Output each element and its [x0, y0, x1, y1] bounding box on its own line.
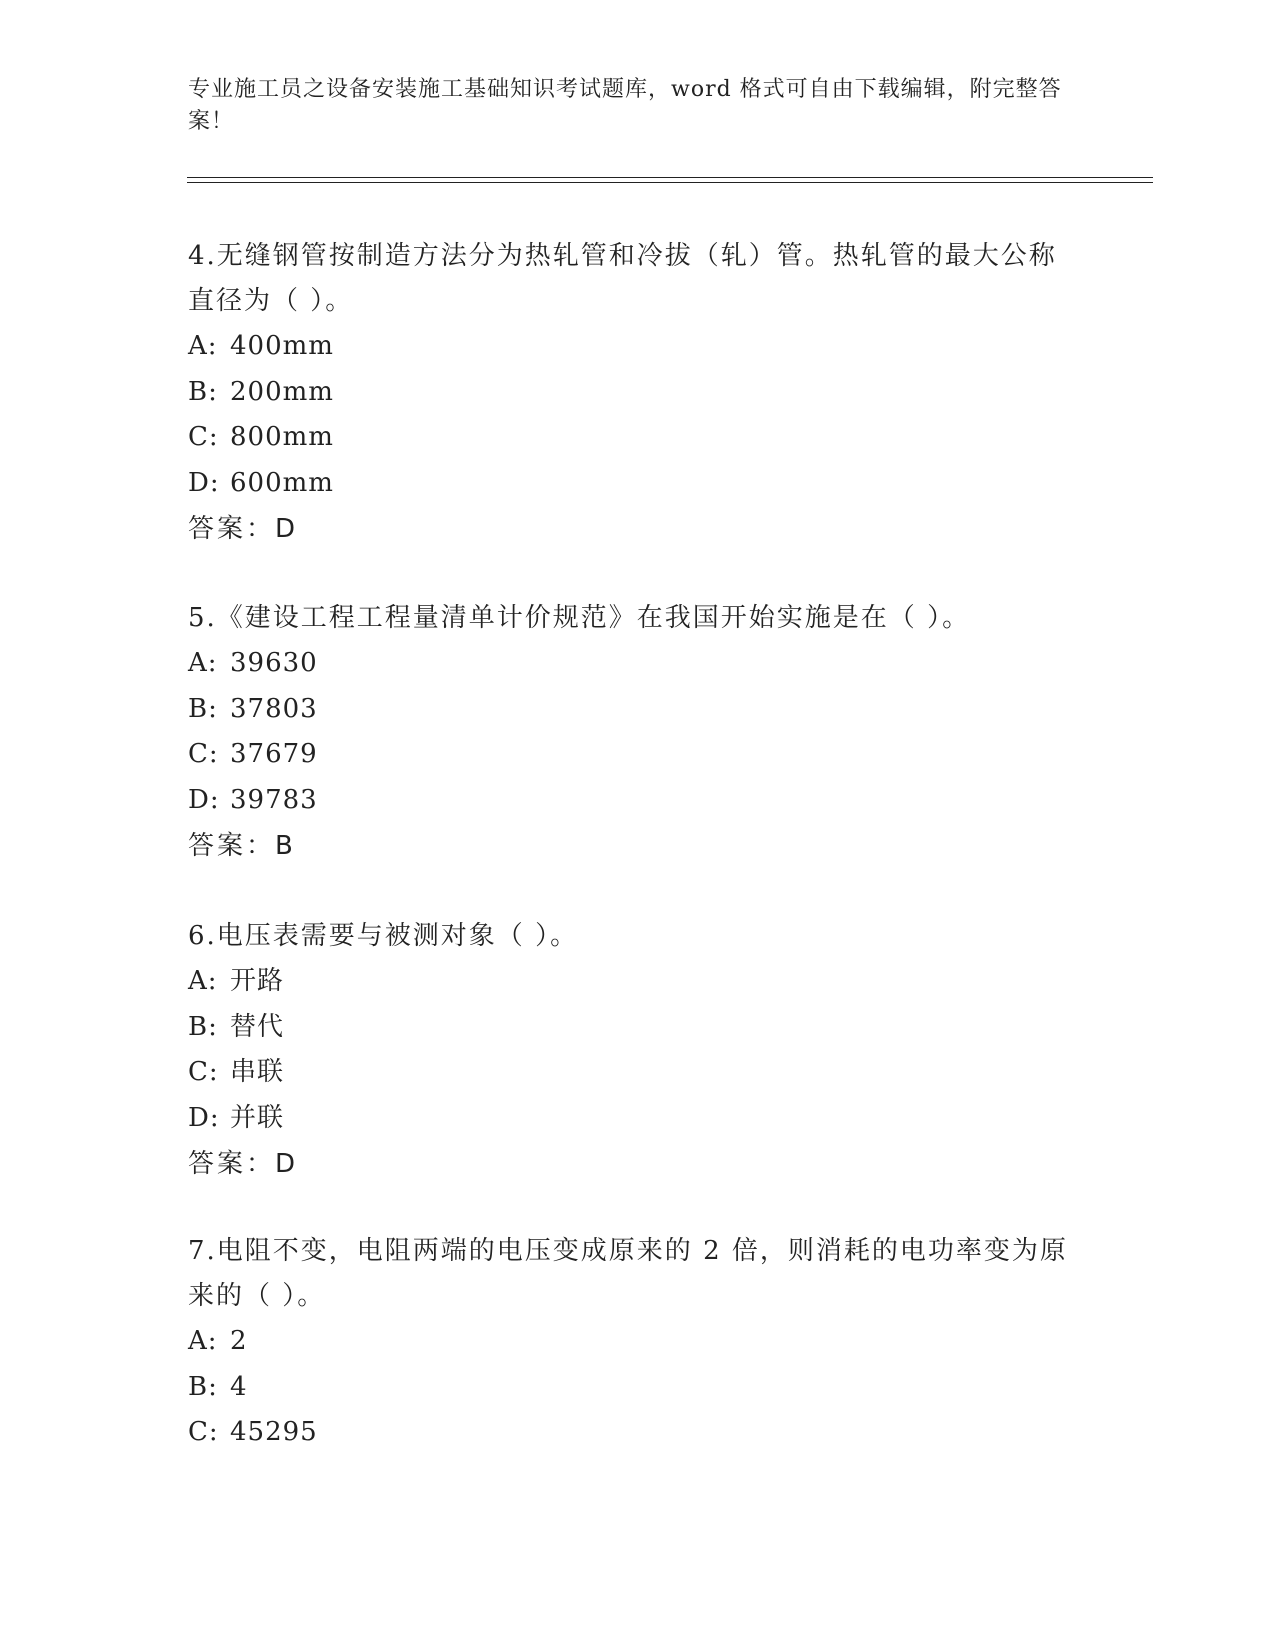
- option-a: [188, 641, 1068, 687]
- answer-label: 答案：: [188, 1149, 276, 1179]
- option-c: [188, 1050, 1068, 1096]
- question-6: [188, 914, 1068, 1187]
- question-stem: 4.无缝钢管按制造方法分为热轧管和冷拔（轧）管。热轧管的最大公称直径为（ ）。: [188, 241, 1057, 316]
- answer-line: [188, 506, 1068, 552]
- answer-label: 答案：: [188, 831, 276, 861]
- option-key: C:: [188, 422, 219, 452]
- question-5: [188, 596, 1068, 869]
- option-key: D:: [188, 1102, 220, 1133]
- option-text: 开路: [230, 966, 285, 996]
- option-key: D:: [188, 467, 220, 498]
- question-stem: 7.电阻不变，电阻两端的电压变成原来的 2 倍，则消耗的电功率变为原来的（ ）。: [188, 1236, 1068, 1311]
- option-d: [188, 778, 1068, 824]
- option-text: 2: [230, 1326, 248, 1356]
- option-text: 4: [230, 1371, 248, 1402]
- option-b: [188, 687, 1068, 733]
- answer-value: D: [275, 514, 297, 544]
- option-key: B:: [188, 1011, 218, 1042]
- option-a: [188, 324, 1068, 370]
- option-text: 800mm: [230, 422, 334, 452]
- option-text: 45295: [230, 1417, 318, 1447]
- option-d: [188, 461, 1068, 507]
- option-key: B:: [188, 376, 218, 407]
- option-text: 600mm: [230, 467, 334, 498]
- option-key: D:: [188, 784, 220, 815]
- option-key: A:: [188, 331, 218, 361]
- option-d: [188, 1096, 1068, 1142]
- option-b: [188, 1365, 1068, 1411]
- header-divider-top: [187, 177, 1153, 178]
- answer-label: 答案：: [188, 514, 276, 544]
- question-7: [188, 1229, 1068, 1456]
- answer-line: [188, 823, 1068, 869]
- option-b: [188, 370, 1068, 416]
- option-key: B:: [188, 693, 218, 724]
- answer-value: B: [275, 831, 294, 861]
- option-key: A:: [188, 966, 218, 996]
- option-key: A:: [188, 648, 218, 678]
- option-text: 200mm: [230, 376, 334, 407]
- option-key: C:: [188, 1417, 219, 1447]
- option-text: 400mm: [230, 331, 334, 361]
- option-b: [188, 1005, 1068, 1051]
- option-text: 串联: [230, 1057, 285, 1087]
- header-divider-bottom: [187, 182, 1153, 183]
- option-a: [188, 959, 1068, 1005]
- option-key: A:: [188, 1326, 218, 1356]
- answer-value: D: [275, 1149, 297, 1179]
- option-c: [188, 1410, 1068, 1456]
- option-text: 39783: [230, 784, 318, 815]
- document-header-title: 专业施工员之设备安装施工基础知识考试题库，word 格式可自由下载编辑，附完整答案！: [188, 77, 1062, 134]
- option-key: C:: [188, 739, 219, 769]
- question-stem: 5.《建设工程工程量清单计价规范》在我国开始实施是在（ ）。: [188, 603, 971, 633]
- option-text: 替代: [230, 1011, 285, 1042]
- option-text: 37679: [230, 739, 318, 769]
- option-key: C:: [188, 1057, 219, 1087]
- option-text: 37803: [230, 693, 318, 724]
- option-a: [188, 1319, 1068, 1365]
- option-text: 39630: [230, 648, 318, 678]
- option-text: 并联: [230, 1102, 285, 1133]
- question-4: [188, 234, 1068, 552]
- answer-line: [188, 1141, 1068, 1187]
- question-stem: 6.电压表需要与被测对象（ ）。: [188, 921, 579, 951]
- option-key: B:: [188, 1371, 218, 1402]
- option-c: [188, 415, 1068, 461]
- option-c: [188, 732, 1068, 778]
